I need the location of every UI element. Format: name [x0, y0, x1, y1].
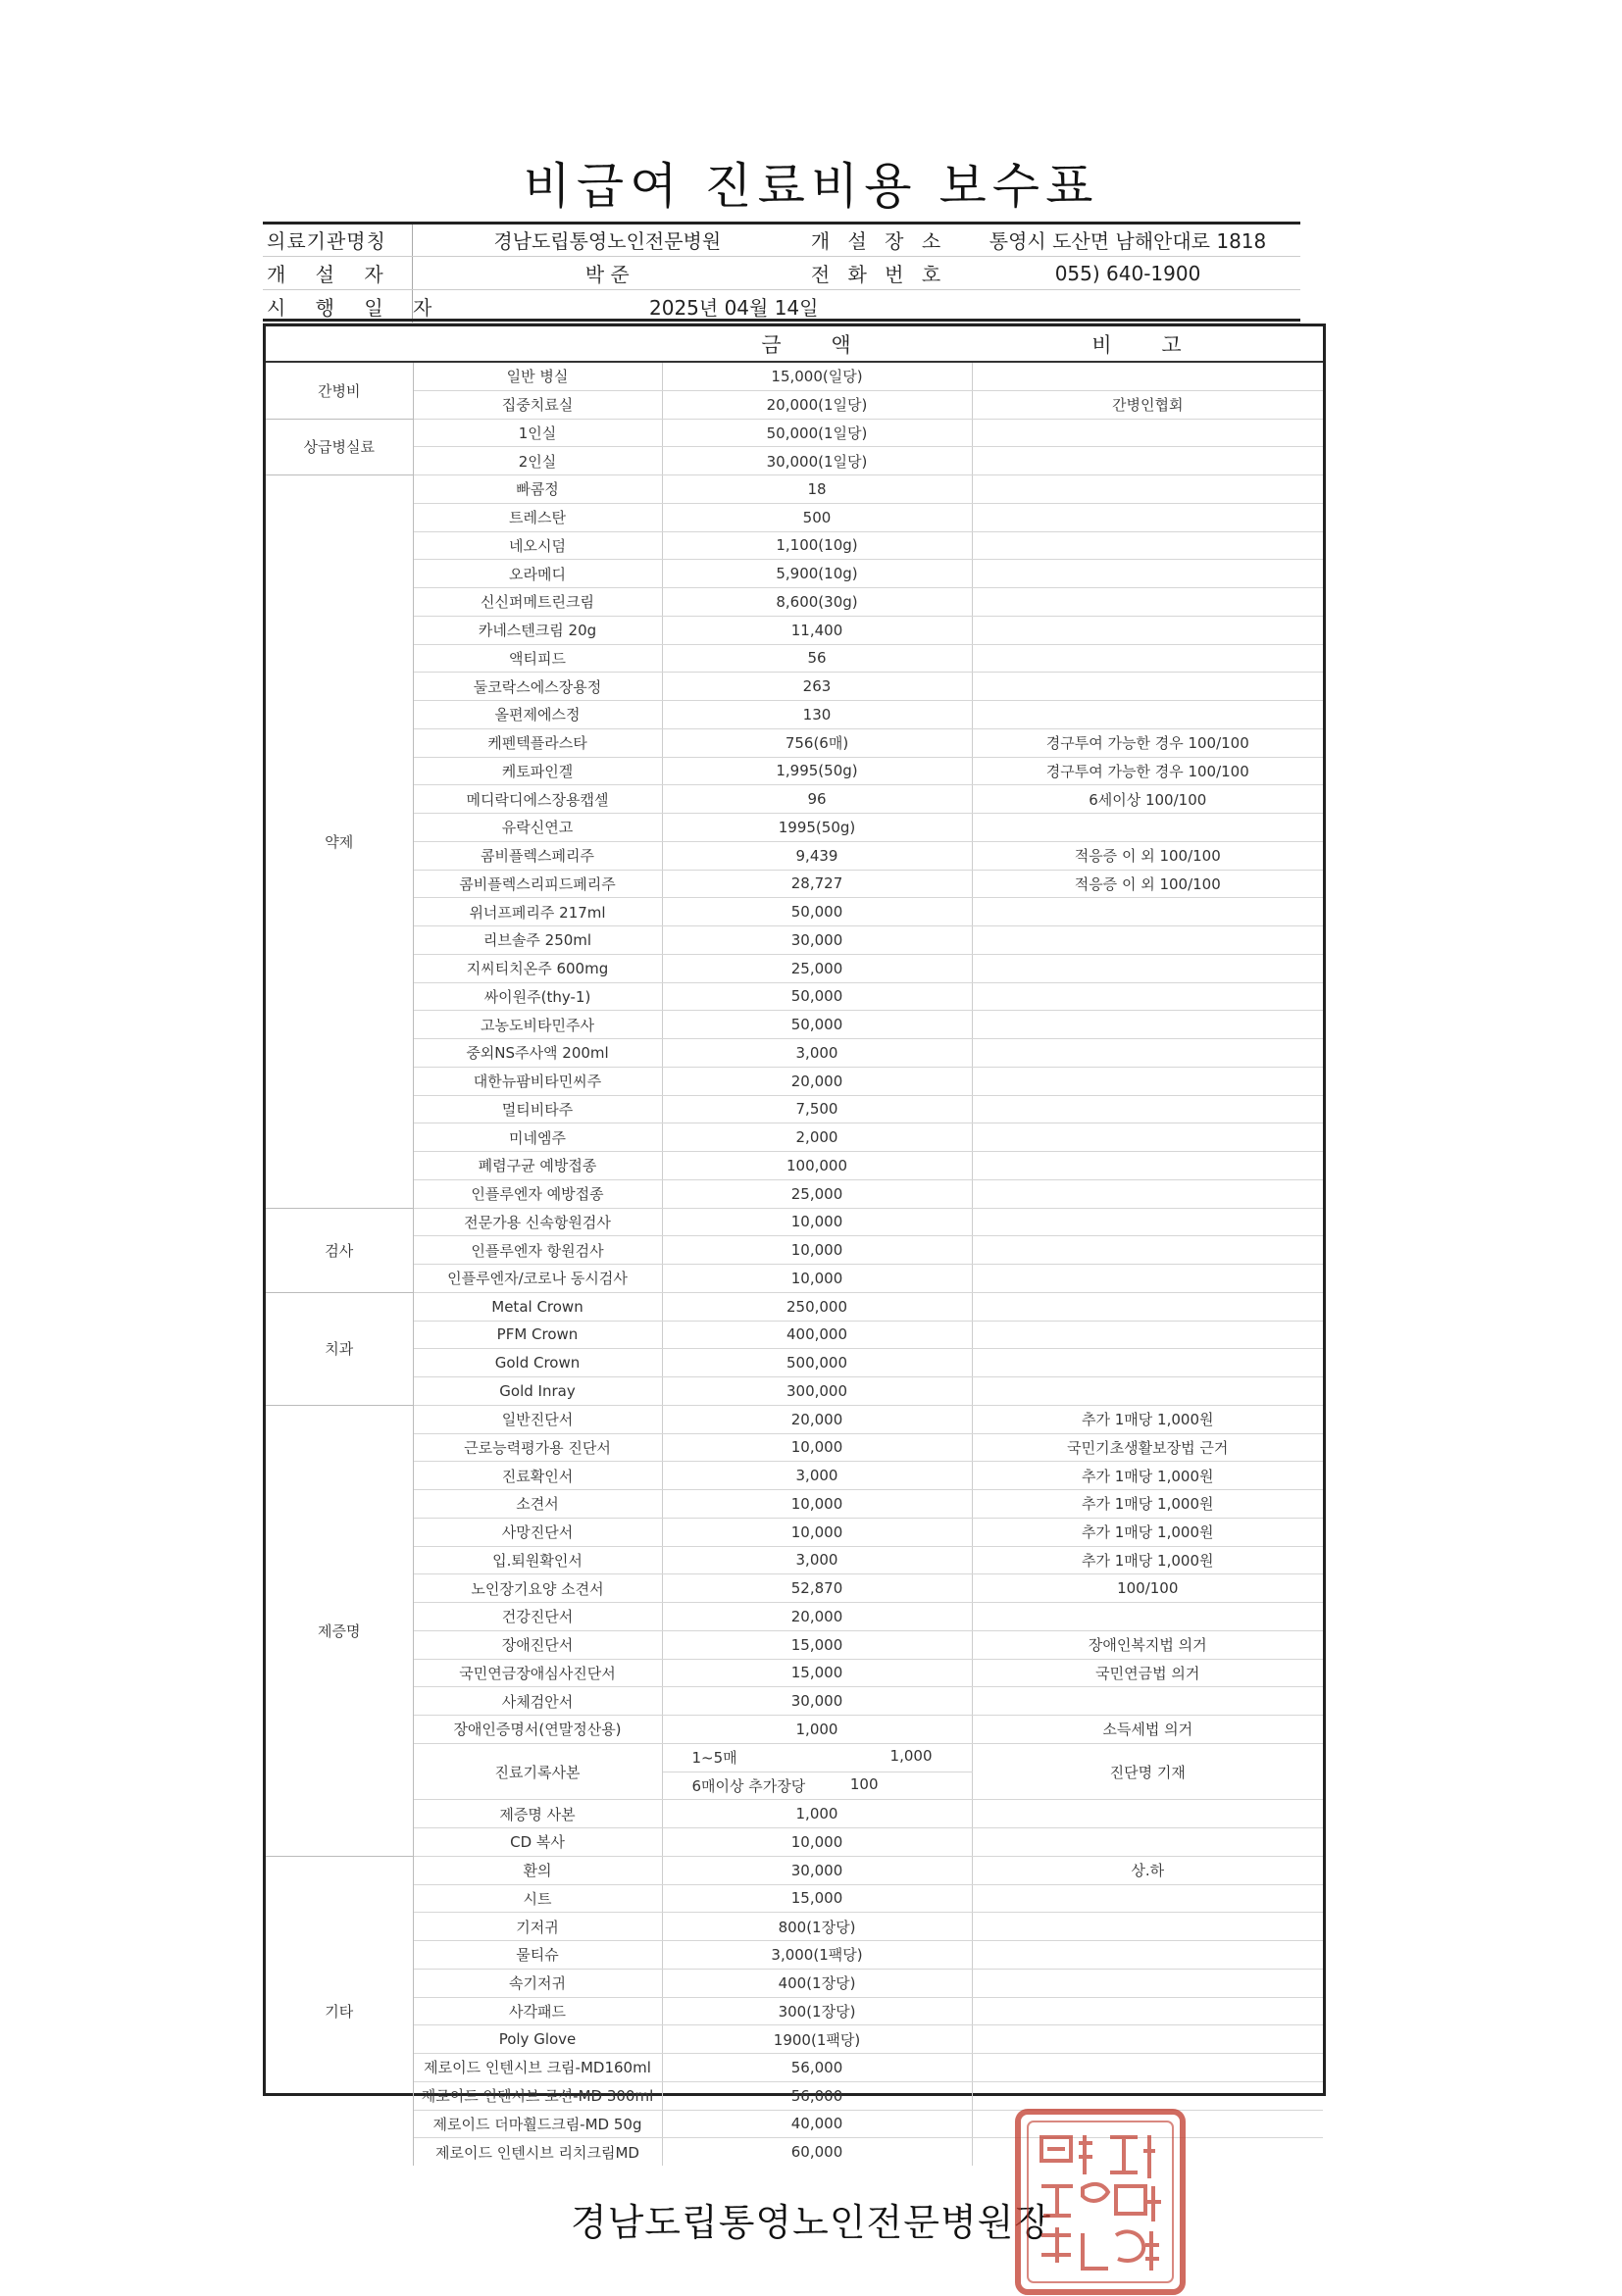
- note-cell: [972, 1152, 1323, 1180]
- table-row: [266, 898, 1323, 926]
- note-cell: 적응증 이 외 100/100: [972, 841, 1323, 870]
- table-row: [266, 870, 1323, 898]
- item-cell: 제증명 사본: [413, 1800, 662, 1828]
- founder-value: 박 준: [412, 257, 802, 290]
- amount-cell: 15,000: [662, 1659, 972, 1687]
- note-cell: [972, 814, 1323, 842]
- amount-cell: 300,000: [662, 1377, 972, 1406]
- note-cell: [972, 1236, 1323, 1265]
- table-row: [266, 1405, 1323, 1433]
- note-cell: [972, 1067, 1323, 1095]
- amount-cell: 50,000: [662, 1011, 972, 1039]
- amount-cell: 52,870: [662, 1574, 972, 1603]
- item-cell: 미네엠주: [413, 1123, 662, 1152]
- item-cell: 사체검안서: [413, 1687, 662, 1716]
- item-cell: 제로이드 인텐시브 로션-MD 300ml: [413, 2081, 662, 2110]
- amount-cell: 9,439: [662, 841, 972, 870]
- table-row: [266, 1884, 1323, 1913]
- table-row: [266, 1800, 1323, 1828]
- amount-cell: 20,000: [662, 1603, 972, 1631]
- table-row: [266, 560, 1323, 588]
- table-row: [266, 1292, 1323, 1321]
- table-row: [266, 2054, 1323, 2082]
- note-cell: [972, 982, 1323, 1011]
- amount-cell: 15,000: [662, 1884, 972, 1913]
- item-cell: 대한뉴팜비타민씨주: [413, 1067, 662, 1095]
- item-cell: 올편제에스정: [413, 701, 662, 729]
- org-value: 경남도립통영노인전문병원: [412, 224, 802, 257]
- table-row: [266, 1716, 1323, 1744]
- table-row: [266, 588, 1323, 617]
- item-cell: 국민연금장애심사진단서: [413, 1659, 662, 1687]
- info-row: [263, 290, 1300, 324]
- item-cell: 시트: [413, 1884, 662, 1913]
- amount-cell: 60,000: [662, 2138, 972, 2166]
- table-row: [266, 841, 1323, 870]
- amount-cell: 1995(50g): [662, 814, 972, 842]
- note-cell: [972, 1321, 1323, 1349]
- item-cell: 근로능력평가용 진단서: [413, 1433, 662, 1462]
- location-label: 개 설 장 소: [802, 224, 955, 257]
- table-row: [266, 1433, 1323, 1462]
- table-row: [266, 1179, 1323, 1208]
- note-cell: [972, 560, 1323, 588]
- table-row: [266, 1095, 1323, 1123]
- item-cell: 집중치료실: [413, 390, 662, 419]
- note-cell: 진단명 기재: [972, 1743, 1323, 1800]
- item-cell: 빠콤정: [413, 475, 662, 504]
- amount-cell: 11,400: [662, 616, 972, 644]
- note-cell: [972, 588, 1323, 617]
- item-cell: 장애인증명서(연말정산용): [413, 1716, 662, 1744]
- item-cell: 케토파인겔: [413, 757, 662, 785]
- table-row: [266, 2081, 1323, 2110]
- item-cell: Metal Crown: [413, 1292, 662, 1321]
- note-cell: 간병인협회: [972, 390, 1323, 419]
- amount-cell: 56,000: [662, 2054, 972, 2082]
- table-row: [266, 2025, 1323, 2054]
- item-cell: 둘코락스에스장용정: [413, 673, 662, 701]
- hospital-director-signature: 경남도립통영노인전문병원장: [570, 2201, 1052, 2244]
- table-row: [266, 1828, 1323, 1857]
- info-row: [263, 257, 1300, 290]
- item-cell: 장애진단서: [413, 1630, 662, 1659]
- category-cell: 제증명: [266, 1405, 413, 1856]
- item-cell: 고농도비타민주사: [413, 1011, 662, 1039]
- item-cell: 콤비플렉스리피드페리주: [413, 870, 662, 898]
- item-cell: 폐렴구균 예방접종: [413, 1152, 662, 1180]
- table-row: [266, 1941, 1323, 1970]
- note-cell: [972, 1208, 1323, 1236]
- table-row: [266, 362, 1323, 390]
- table-row: [266, 954, 1323, 982]
- table-row: [266, 1208, 1323, 1236]
- item-cell: 카네스텐크림 20g: [413, 616, 662, 644]
- item-cell: Poly Glove: [413, 2025, 662, 2054]
- phone-label: 전 화 번 호: [802, 257, 955, 290]
- table-row: [266, 503, 1323, 531]
- amount-cell: 50,000(1일당): [662, 419, 972, 447]
- table-row: [266, 616, 1323, 644]
- note-cell: [972, 1349, 1323, 1377]
- location-value: 통영시 도산면 남해안대로 1818: [955, 224, 1300, 257]
- item-cell: 사각패드: [413, 1997, 662, 2025]
- amount-cell: 50,000: [662, 898, 972, 926]
- note-cell: 국민기초생활보장법 근거: [972, 1433, 1323, 1462]
- item-cell: 멀티비타주: [413, 1095, 662, 1123]
- item-cell: 물티슈: [413, 1941, 662, 1970]
- item-cell: 오라메디: [413, 560, 662, 588]
- table-row: [266, 447, 1323, 475]
- item-cell: 인플루엔자 항원검사: [413, 1236, 662, 1265]
- note-cell: [972, 447, 1323, 475]
- amount-cell: 756(6매): [662, 728, 972, 757]
- note-cell: [972, 644, 1323, 673]
- amount-cell: 10,000: [662, 1490, 972, 1519]
- date-label: 시 행 일 자: [263, 290, 412, 324]
- copy-tier-value: 100: [849, 1774, 879, 1793]
- table-row: [266, 1969, 1323, 1997]
- item-cell: Gold Inray: [413, 1377, 662, 1406]
- amount-cell: 10,000: [662, 1236, 972, 1265]
- amount-cell: 400,000: [662, 1321, 972, 1349]
- table-row: [266, 1123, 1323, 1152]
- amount-cell: 1900(1팩당): [662, 2025, 972, 2054]
- table-row: [266, 1518, 1323, 1546]
- amount-cell: 130: [662, 701, 972, 729]
- category-cell: 검사: [266, 1208, 413, 1292]
- table-row: [266, 1039, 1323, 1068]
- table-row: [266, 531, 1323, 560]
- copy-tier-label: 1~5매: [691, 1749, 737, 1768]
- amount-cell: [662, 1743, 972, 1772]
- amount-cell: 56,000: [662, 2081, 972, 2110]
- table-row: [266, 1546, 1323, 1574]
- category-cell: 약제: [266, 475, 413, 1209]
- amount-cell: 28,727: [662, 870, 972, 898]
- note-cell: [972, 419, 1323, 447]
- table-row: [266, 814, 1323, 842]
- amount-cell: 10,000: [662, 1518, 972, 1546]
- amount-cell: 500,000: [662, 1349, 972, 1377]
- amount-cell: 50,000: [662, 982, 972, 1011]
- note-cell: 추가 1매당 1,000원: [972, 1462, 1323, 1490]
- table-row: [266, 673, 1323, 701]
- note-cell: 국민연금법 의거: [972, 1659, 1323, 1687]
- item-cell: 사망진단서: [413, 1518, 662, 1546]
- note-cell: [972, 1292, 1323, 1321]
- item-cell: 제로이드 인텐시브 리치크림MD: [413, 2138, 662, 2166]
- table-row: [266, 644, 1323, 673]
- note-cell: [972, 503, 1323, 531]
- note-cell: [972, 898, 1323, 926]
- amount-cell: 5,900(10g): [662, 560, 972, 588]
- document-title: 비급여 진료비용 보수표: [523, 158, 1099, 215]
- amount-cell: 1,995(50g): [662, 757, 972, 785]
- note-cell: [972, 1603, 1323, 1631]
- item-cell: 케펜텍플라스타: [413, 728, 662, 757]
- table-row: [266, 1265, 1323, 1293]
- note-cell: [972, 1913, 1323, 1941]
- amount-cell: 2,000: [662, 1123, 972, 1152]
- amount-cell: 1,100(10g): [662, 531, 972, 560]
- category-cell: 간병비: [266, 362, 413, 419]
- amount-cell: 10,000: [662, 1208, 972, 1236]
- item-cell: 입.퇴원확인서: [413, 1546, 662, 1574]
- table-row: [266, 701, 1323, 729]
- item-cell: 유락신연고: [413, 814, 662, 842]
- note-cell: [972, 1941, 1323, 1970]
- fee-table-header: [266, 326, 1323, 362]
- header-item: [413, 326, 662, 362]
- header-amount: 금 액: [662, 326, 972, 362]
- table-row: [266, 475, 1323, 504]
- copy-tier-label: 6매이상 추가장당: [691, 1776, 806, 1795]
- amount-cell: 30,000: [662, 1856, 972, 1884]
- item-cell: 지씨티치온주 600mg: [413, 954, 662, 982]
- item-cell: 전문가용 신속항원검사: [413, 1208, 662, 1236]
- amount-cell: 800(1장당): [662, 1913, 972, 1941]
- amount-cell: 7,500: [662, 1095, 972, 1123]
- amount-cell: 250,000: [662, 1292, 972, 1321]
- amount-cell: 18: [662, 475, 972, 504]
- amount-cell: [662, 1772, 972, 1800]
- amount-cell: 20,000: [662, 1067, 972, 1095]
- note-cell: [972, 1011, 1323, 1039]
- note-cell: [972, 616, 1323, 644]
- note-cell: [972, 1687, 1323, 1716]
- table-row: [266, 390, 1323, 419]
- amount-cell: 3,000: [662, 1039, 972, 1068]
- note-cell: [972, 2081, 1323, 2110]
- amount-cell: 263: [662, 673, 972, 701]
- note-cell: [972, 673, 1323, 701]
- note-cell: [972, 1095, 1323, 1123]
- note-cell: [972, 2054, 1323, 2082]
- table-row: [266, 1659, 1323, 1687]
- table-row: [266, 1011, 1323, 1039]
- note-cell: 적응증 이 외 100/100: [972, 870, 1323, 898]
- note-cell: 추가 1매당 1,000원: [972, 1405, 1323, 1433]
- table-row: [266, 1743, 1323, 1772]
- amount-cell: 400(1장당): [662, 1969, 972, 1997]
- amount-cell: 3,000(1팩당): [662, 1941, 972, 1970]
- table-row: [266, 1913, 1323, 1941]
- amount-cell: 300(1장당): [662, 1997, 972, 2025]
- amount-cell: 100,000: [662, 1152, 972, 1180]
- table-row: [266, 1997, 1323, 2025]
- table-row: [266, 785, 1323, 814]
- org-label: 의료기관명칭: [263, 224, 412, 257]
- item-cell: 네오시덤: [413, 531, 662, 560]
- copy-fee-tier: [663, 1775, 972, 1796]
- table-row: [266, 757, 1323, 785]
- amount-cell: 25,000: [662, 1179, 972, 1208]
- category-cell: 기타: [266, 1856, 413, 2166]
- note-cell: [972, 1179, 1323, 1208]
- note-cell: [972, 1997, 1323, 2025]
- amount-cell: 30,000: [662, 926, 972, 955]
- item-cell: 중외NS주사액 200ml: [413, 1039, 662, 1068]
- table-row: [266, 728, 1323, 757]
- note-cell: [972, 1123, 1323, 1152]
- note-cell: 추가 1매당 1,000원: [972, 1546, 1323, 1574]
- note-cell: [972, 1800, 1323, 1828]
- table-row: [266, 1630, 1323, 1659]
- copy-tier-value: 1,000: [889, 1747, 933, 1766]
- fee-table-body: [266, 362, 1323, 2166]
- official-seal-icon: [1014, 2108, 1187, 2296]
- table-row: [266, 1067, 1323, 1095]
- item-cell: CD 복사: [413, 1828, 662, 1857]
- item-cell: 제로이드 인텐시브 크림-MD160ml: [413, 2054, 662, 2082]
- item-cell: 인플루엔자/코로나 동시검사: [413, 1265, 662, 1293]
- note-cell: 추가 1매당 1,000원: [972, 1518, 1323, 1546]
- note-cell: [972, 1039, 1323, 1068]
- item-cell: 신신퍼메트린크림: [413, 588, 662, 617]
- table-row: [266, 1687, 1323, 1716]
- amount-cell: 15,000(일당): [662, 362, 972, 390]
- note-cell: [972, 1828, 1323, 1857]
- item-cell: 메디락디에스장용캡셀: [413, 785, 662, 814]
- item-cell: 리브솔주 250ml: [413, 926, 662, 955]
- amount-cell: 15,000: [662, 1630, 972, 1659]
- category-cell: 상급병실료: [266, 419, 413, 475]
- item-cell: 일반 병실: [413, 362, 662, 390]
- table-row: [266, 1462, 1323, 1490]
- table-row: [266, 419, 1323, 447]
- note-cell: [972, 1884, 1323, 1913]
- item-cell: 2인실: [413, 447, 662, 475]
- item-cell: Gold Crown: [413, 1349, 662, 1377]
- note-cell: 상.하: [972, 1856, 1323, 1884]
- note-cell: [972, 531, 1323, 560]
- header-category: [266, 326, 413, 362]
- note-cell: 장애인복지법 의거: [972, 1630, 1323, 1659]
- note-cell: [972, 1265, 1323, 1293]
- amount-cell: 3,000: [662, 1462, 972, 1490]
- item-cell: 트레스탄: [413, 503, 662, 531]
- fee-table: [266, 326, 1323, 2166]
- item-cell: PFM Crown: [413, 1321, 662, 1349]
- note-cell: 6세이상 100/100: [972, 785, 1323, 814]
- item-cell: 제로이드 더마훨드크림-MD 50g: [413, 2110, 662, 2138]
- amount-cell: 20,000: [662, 1405, 972, 1433]
- item-cell: 콤비플렉스페리주: [413, 841, 662, 870]
- note-cell: 100/100: [972, 1574, 1323, 1603]
- category-cell: 치과: [266, 1292, 413, 1405]
- amount-cell: 8,600(30g): [662, 588, 972, 617]
- item-cell: 건강진단서: [413, 1603, 662, 1631]
- note-cell: [972, 1969, 1323, 1997]
- note-cell: 추가 1매당 1,000원: [972, 1490, 1323, 1519]
- table-row: [266, 1603, 1323, 1631]
- item-cell: 액티피드: [413, 644, 662, 673]
- item-cell: 진료기록사본: [413, 1743, 662, 1800]
- founder-label: 개 설 자: [263, 257, 412, 290]
- table-row: [266, 1349, 1323, 1377]
- item-cell: 인플루엔자 예방접종: [413, 1179, 662, 1208]
- amount-cell: 56: [662, 644, 972, 673]
- item-cell: 일반진단서: [413, 1405, 662, 1433]
- note-cell: [972, 926, 1323, 955]
- note-cell: [972, 1377, 1323, 1406]
- amount-cell: 10,000: [662, 1828, 972, 1857]
- note-cell: [972, 954, 1323, 982]
- note-cell: [972, 2025, 1323, 2054]
- amount-cell: 96: [662, 785, 972, 814]
- table-row: [266, 1236, 1323, 1265]
- amount-cell: 1,000: [662, 1716, 972, 1744]
- note-cell: 소득세법 의거: [972, 1716, 1323, 1744]
- amount-cell: 20,000(1일당): [662, 390, 972, 419]
- amount-cell: 1,000: [662, 1800, 972, 1828]
- item-cell: 기저귀: [413, 1913, 662, 1941]
- item-cell: 환의: [413, 1856, 662, 1884]
- note-cell: [972, 362, 1323, 390]
- table-row: [266, 1490, 1323, 1519]
- amount-cell: 3,000: [662, 1546, 972, 1574]
- item-cell: 속기저귀: [413, 1969, 662, 1997]
- amount-cell: 30,000(1일당): [662, 447, 972, 475]
- amount-cell: 30,000: [662, 1687, 972, 1716]
- amount-cell: 10,000: [662, 1433, 972, 1462]
- table-row: [266, 1856, 1323, 1884]
- item-cell: 싸이원주(thy-1): [413, 982, 662, 1011]
- table-row: [266, 926, 1323, 955]
- note-cell: [972, 475, 1323, 504]
- table-row: [266, 982, 1323, 1011]
- item-cell: 노인장기요양 소견서: [413, 1574, 662, 1603]
- amount-cell: 500: [662, 503, 972, 531]
- phone-value: 055) 640-1900: [955, 257, 1300, 290]
- note-cell: 경구투여 가능한 경우 100/100: [972, 728, 1323, 757]
- table-row: [266, 1574, 1323, 1603]
- amount-cell: 10,000: [662, 1265, 972, 1293]
- note-cell: 경구투여 가능한 경우 100/100: [972, 757, 1323, 785]
- item-cell: 소견서: [413, 1490, 662, 1519]
- table-row: [266, 1377, 1323, 1406]
- item-cell: 1인실: [413, 419, 662, 447]
- table-row: [266, 1321, 1323, 1349]
- copy-fee-tier: [663, 1747, 972, 1768]
- header-note: 비 고: [972, 326, 1323, 362]
- note-cell: [972, 701, 1323, 729]
- date-value: 2025년 04월 14일: [412, 290, 1300, 324]
- item-cell: 진료확인서: [413, 1462, 662, 1490]
- amount-cell: 25,000: [662, 954, 972, 982]
- amount-cell: 40,000: [662, 2110, 972, 2138]
- table-row: [266, 1152, 1323, 1180]
- institution-info-table: [263, 224, 1300, 324]
- item-cell: 위너프페리주 217ml: [413, 898, 662, 926]
- info-row: [263, 224, 1300, 257]
